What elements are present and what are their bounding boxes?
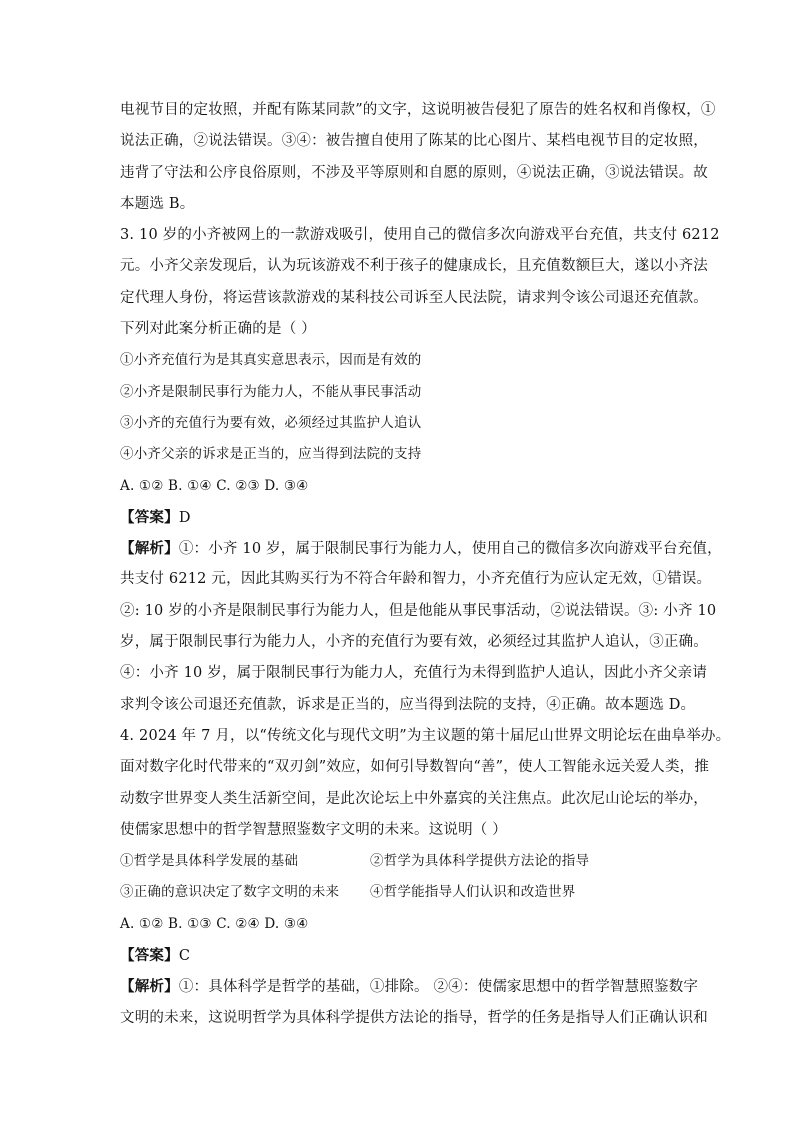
analysis-text: ①：小齐 10 岁，属于限制民事行为能力人，使用自己的微信多次向游戏平台充值，: [178, 541, 722, 558]
document-body: [120, 95, 731, 1034]
q4-stem-line: 使儒家思想中的哲学智慧照鉴数字文明的未来。这说明（ ）: [120, 821, 508, 838]
q4-option: ①哲学是具体科学发展的基础: [120, 853, 299, 870]
q4-option: ②哲学为具体科学提供方法论的指导: [370, 853, 590, 870]
answer-value: D: [178, 509, 191, 526]
q2-text-line: 电视节目的定妆照，并配有陈某同款”的文字，这说明被告侵犯了原告的姓名权和肖像权，①: [120, 102, 716, 118]
q4-options-row: [120, 846, 685, 877]
q4-answer: [120, 940, 685, 971]
analysis-text: ①：具体科学是哲学的基础，①排除。 ②④：使儒家思想中的哲学智慧照鉴数字: [178, 979, 699, 996]
q4-stem-line: 动数字世界变人类生活新空间，是此次论坛上中外嘉宾的关注焦点。此次尼山论坛的举办，: [120, 790, 708, 807]
q4-choices: A. ①② B. ①③ C. ②④ D. ③④: [120, 915, 309, 932]
q3-answer: [120, 502, 685, 533]
q3-option: ③小齐的充值行为要有效，必须经过其监护人追认: [120, 414, 422, 431]
q3-option: ①小齐充值行为是其真实意思表示，因而是有效的: [120, 352, 422, 369]
q3-stem-line: 3. 10 岁的小齐被网上的一款游戏吸引，使用自己的微信多次向游戏平台充值，共支付 6212: [120, 227, 720, 244]
q4-analysis-line: 文明的未来，这说明哲学为具体科学提供方法论的指导，哲学的任务是指导人们正确认识和: [120, 1009, 708, 1026]
q3-option: ④小齐父亲的诉求是正当的，应当得到法院的支持: [120, 446, 422, 463]
answer-value: C: [178, 948, 191, 965]
q3-stem-line: 下列对此案分析正确的是（ ）: [120, 321, 316, 338]
q3-analysis-line: ④：小齐 10 岁，属于限制民事行为能力人，充值行为未得到监护人追认，因此小齐父亲请: [120, 665, 708, 682]
q2-text-line: 违背了守法和公序良俗原则，不涉及平等原则和自愿的原则，④说法正确，③说法错误。故: [120, 164, 708, 181]
q4-stem-line: 4. 2024 年 7 月，以“传统文化与现代文明”为主议题的第十届尼山世界文明论坛在曲阜举办。: [120, 727, 731, 744]
analysis-tag: 【解析】: [120, 978, 179, 996]
q3-option: ②小齐是限制民事行为能力人，不能从事民事活动: [120, 383, 422, 400]
answer-tag: 【答案】: [120, 947, 179, 965]
q4-options-row: [120, 877, 685, 908]
q3-analysis-line: 求判令该公司退还充值款，诉求是正当的，应当得到法院的支持，④正确。故本题选 D。: [120, 696, 696, 713]
q2-text-line: 本题选 B。: [120, 195, 195, 212]
answer-tag: 【答案】: [120, 508, 179, 526]
q4-option: ③正确的意识决定了数字文明的未来: [120, 884, 340, 901]
q3-analysis-line: ②: 10 岁的小齐是限制民事行为能力人，但是他能从事民事活动，②说法错误。③: 小齐 10: [120, 602, 717, 619]
q4-option: ④哲学能指导人们认识和改造世界: [370, 884, 576, 901]
q3-analysis-line: [120, 533, 722, 564]
q2-text-line: 说法正确，②说法错误。③④：被告擅自使用了陈某的比心图片、某档电视节目的定妆照，: [120, 133, 708, 150]
q3-analysis-line: 岁，属于限制民事行为能力人，小齐的充值行为要有效，必须经过其监护人追认，③正确。: [120, 634, 708, 651]
q4-stem-line: 面对数字化时代带来的“双刃剑”效应，如何引导数智向“善”，使人工智能永远关爱人类，推: [120, 759, 710, 776]
q4-analysis-line: [120, 971, 699, 1002]
q3-stem-line: 定代理人身份，将运营该款游戏的某科技公司诉至人民法院，请求判令该公司退还充值款。: [120, 289, 708, 306]
q3-analysis-line: 共支付 6212 元，因此其购买行为不符合年龄和智力，小齐充值行为应认定无效，①错误。: [120, 571, 712, 588]
q3-choices: A. ①② B. ①④ C. ②③ D. ③④: [120, 477, 309, 494]
q3-stem-line: 元。小齐父亲发现后，认为玩该游戏不利于孩子的健康成长，且充值数额巨大，遂以小齐法: [120, 258, 708, 275]
analysis-tag: 【解析】: [120, 540, 179, 558]
